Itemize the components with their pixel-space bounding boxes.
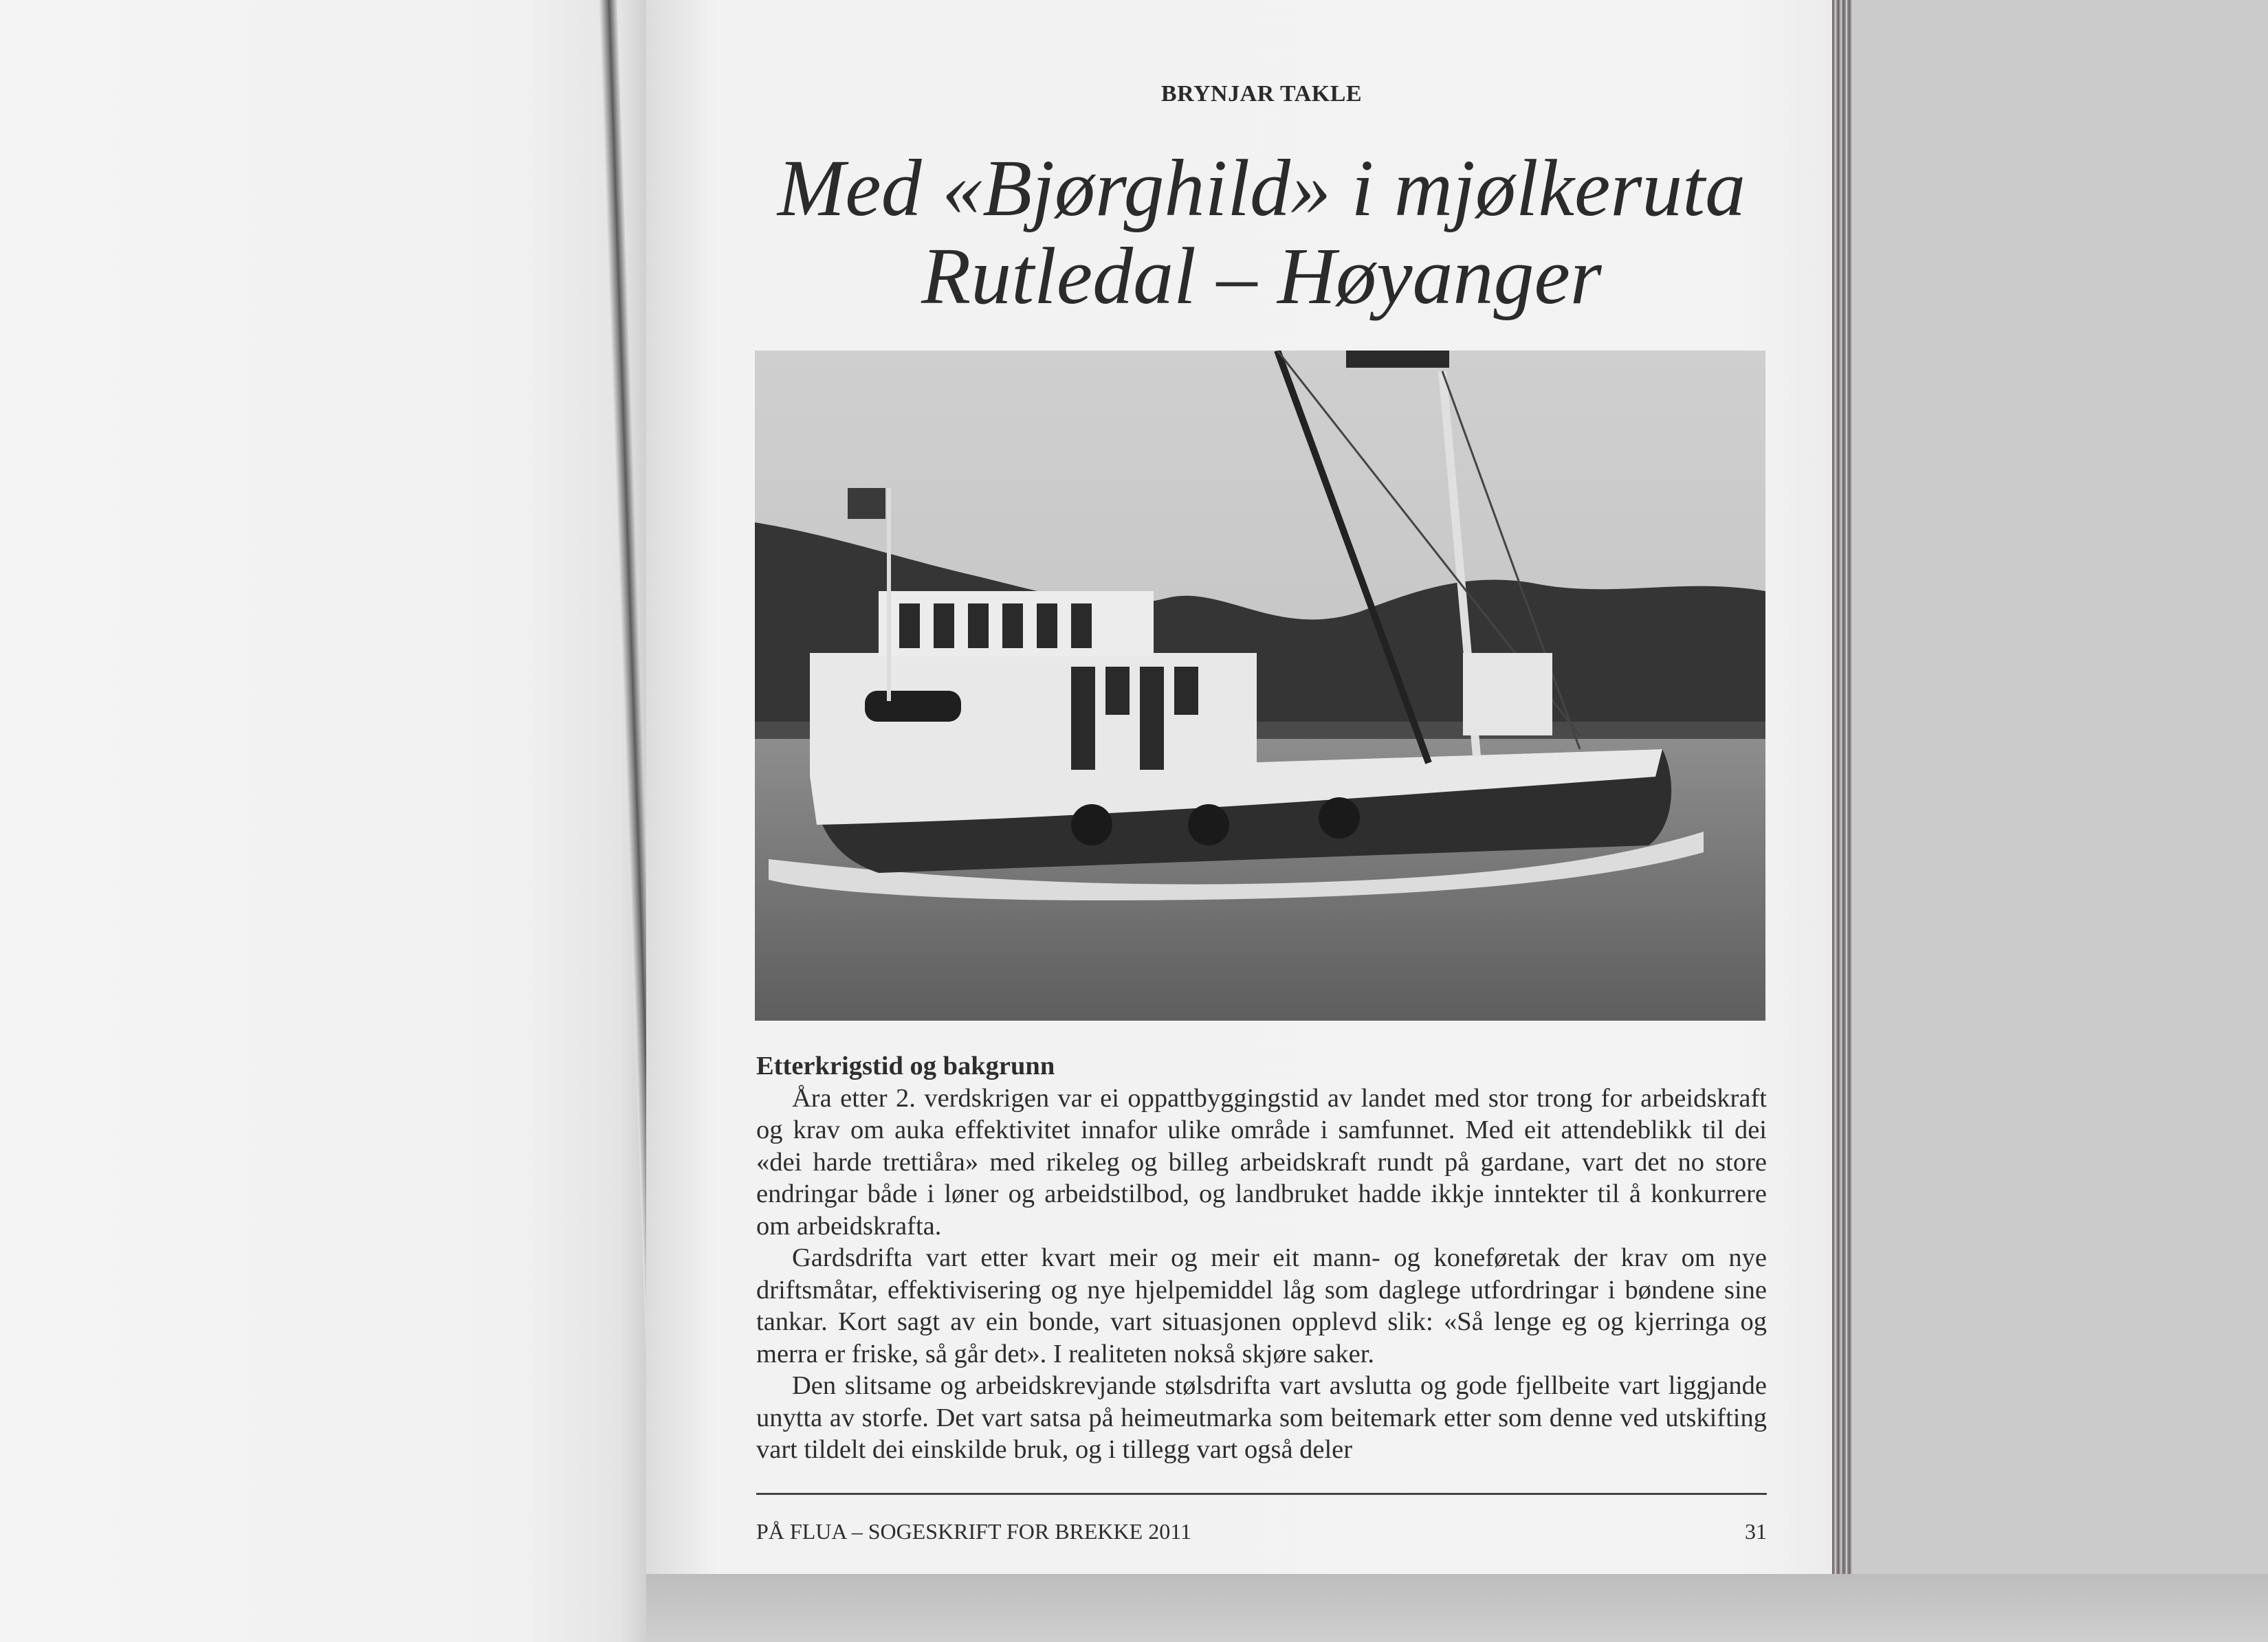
publication-name: PÅ FLUA – SOGESKRIFT FOR BREKKE 2011 [756, 1519, 1191, 1544]
article-body [756, 1050, 1767, 1466]
paragraph-1: Åra etter 2. verdskrigen var ei oppattbyggingstid av landet med stor trong for arbeidskraft og krav om auka effektivitet innafor ulike område i samfunnet. Med eit attendeblikk til dei «dei harde trettiåra» med rikeleg og billeg arbeidskraft rundt på gardane, vart det no store endringar både i løner og arbeidstilbod, og landbruket hadde ikkje inntekter til å konkurrere om arbeidskrafta. [756, 1083, 1767, 1241]
author-name: BRYNJAR TAKLE [1160, 81, 1363, 107]
article-title [756, 144, 1767, 320]
title-line-1: Med «Bjørghild» i mjølkeruta [777, 143, 1746, 233]
page-number: 31 [1745, 1519, 1767, 1544]
footer-divider [756, 1493, 1767, 1495]
background-surface [1853, 0, 2268, 1581]
left-page-blank [0, 0, 646, 1642]
bottom-shadow [646, 1574, 2268, 1642]
title-line-2: Rutledal – Høyanger [921, 231, 1602, 321]
paragraph-3: Den slitsame og arbeidskrevjande stølsdrifta vart avslutta og gode fjellbeite vart liggjande unytta av storfe. Det vart satsa på heimeutmarka som beitemark etter som denne ved utskifting vart tildelt dei einskilde bruk, og i tillegg vart også deler [756, 1371, 1767, 1464]
section-heading: Etterkrigstid og bakgrunn [756, 1052, 1055, 1080]
page-edges [1832, 0, 1853, 1574]
boat-photo-icon [755, 351, 1765, 1021]
page-footer [756, 1519, 1767, 1544]
photo-boat-image [755, 351, 1765, 1021]
paragraph-2: Gardsdrifta vart etter kvart meir og meir eit mann- og koneføretak der krav om nye driftsmåtar, effektivisering og nye hjelpemiddel låg som daglege utfordringar i bøndene sine tankar. Kort sagt av ein bonde, vart situasjonen opplevd slik: «Så lenge eg og kjerringa og merra er friske, så går det». I realiteten nokså skjøre saker. [756, 1243, 1767, 1368]
